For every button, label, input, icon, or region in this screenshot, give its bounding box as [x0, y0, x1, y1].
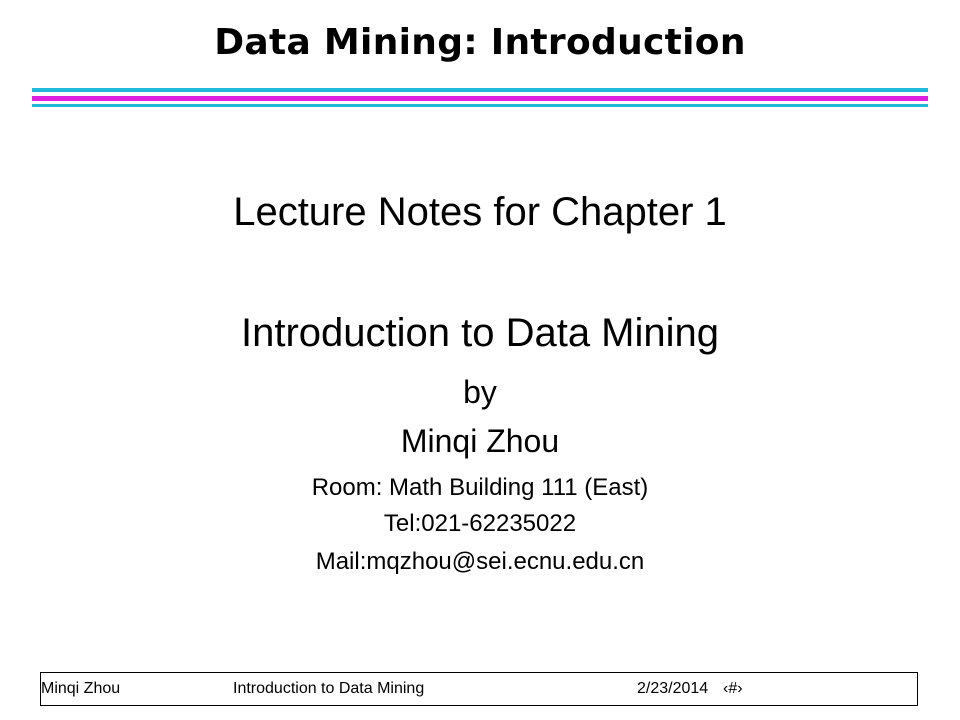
author-name: Minqi Zhou: [400, 423, 560, 459]
footer-date: 2/23/2014: [637, 680, 709, 697]
mail-info: Mail:mqzhou@sei.ecnu.edu.cn: [315, 548, 645, 575]
title-rule-cyan-top: [32, 88, 928, 92]
slide-title: Data Mining: Introduction: [214, 22, 746, 63]
lecture-subtitle: Lecture Notes for Chapter 1: [233, 190, 727, 234]
footer-author: Minqi Zhou: [41, 680, 121, 697]
book-title: Introduction to Data Mining: [240, 311, 720, 355]
footer-course: Introduction to Data Mining: [233, 680, 425, 697]
title-rule-cyan-bottom: [32, 104, 928, 107]
slide-footer: [40, 672, 918, 706]
tel-info: Tel:021-62235022: [383, 510, 577, 537]
title-rule-magenta: [32, 96, 928, 101]
room-info: Room: Math Building 111 (East): [311, 474, 649, 501]
by-text: by: [463, 374, 497, 410]
footer-page-number: ‹#›: [723, 680, 743, 697]
